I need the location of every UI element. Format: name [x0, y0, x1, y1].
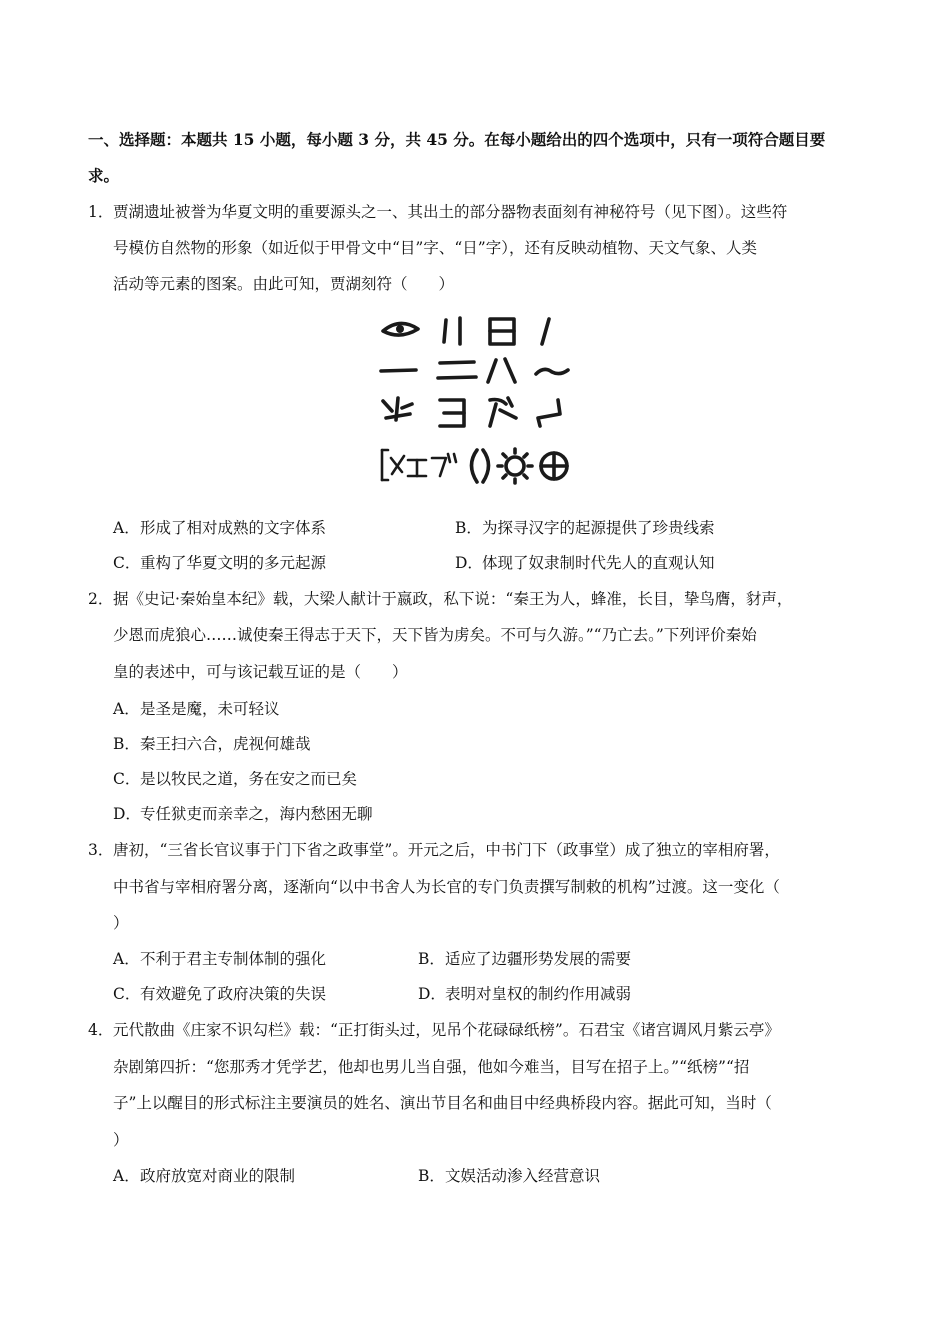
- question-1-option-c-text: 重构了华夏文明的多元起源: [140, 554, 327, 572]
- question-2-option-a-letter: A．: [113, 700, 140, 718]
- question-1-option-b-letter: B．: [455, 519, 482, 537]
- branch-symbol: [490, 398, 516, 426]
- question-3-stem-line-1: 唐初，“三省长官议事于门下省之政事堂”。开元之后，中书门下（政事堂）成了独立的宰相府署，: [113, 841, 780, 859]
- question-1-option-a-letter: A．: [113, 519, 140, 537]
- question-3-option-b-letter: B．: [418, 950, 445, 968]
- question-3-option-c-letter: C．: [113, 985, 141, 1003]
- question-3-option-c-text: 有效避免了政府决策的失误: [140, 985, 327, 1003]
- question-4-stem-line-1: 元代散曲《庄家不识勾栏》载：“正打街头过，见吊个花碌碌纸榜”。石君宝《诸宫调风月紫云亭》: [113, 1021, 780, 1039]
- question-4-option-a-letter: A．: [113, 1167, 140, 1185]
- oval-symbol: [472, 450, 489, 482]
- question-1-stem-line-2: 号模仿自然物的形象（如近似于甲骨文中“目”字、“日”字），还有反映动植物、天文气象、人类: [113, 239, 757, 257]
- two-symbol: [438, 362, 476, 378]
- question-2-stem-line-3: 皇的表述中，可与该记载互证的是（ ）: [113, 663, 408, 681]
- question-3-stem-line-3: ）: [113, 914, 129, 932]
- inscription-strip-symbol: [382, 450, 456, 480]
- question-1-option-b-text: 为探寻汉字的起源提供了珍贵线索: [482, 519, 715, 537]
- cross-circle-symbol: [541, 453, 567, 479]
- hook-symbol: [538, 400, 560, 426]
- question-2-option-a-text: 是圣是魔，未可轻议: [140, 700, 280, 718]
- question-3-option-a-text: 不利于君主专制体制的强化: [140, 950, 327, 968]
- question-3-option-b-text: 适应了边疆形势发展的需要: [445, 950, 632, 968]
- sun-box-symbol: [490, 319, 514, 344]
- wave-symbol: [536, 369, 568, 374]
- question-1-number: 1．: [88, 203, 114, 221]
- question-3-option-d-letter: D．: [418, 985, 446, 1003]
- figure-symbol: [383, 398, 412, 420]
- question-2-option-c-letter: C．: [113, 770, 141, 788]
- question-4-stem-line-3: 子”上以醒目的形式标注主要演员的姓名、演出节目名和曲目中经典桥段内容。据此可知，当时（: [113, 1094, 772, 1112]
- question-4-option-b-letter: B．: [418, 1167, 445, 1185]
- question-3-stem-line-2: 中书省与宰相府署分离，逐渐向“以中书舍人为长官的专门负责撰写制敕的机构”过渡。这一变化（: [113, 878, 780, 896]
- hand-symbol: [440, 400, 464, 426]
- eye-symbol: [383, 323, 418, 335]
- question-3-option-a-letter: A．: [113, 950, 140, 968]
- question-4-number: 4．: [88, 1021, 114, 1039]
- question-2-option-d-letter: D．: [113, 805, 141, 823]
- question-4-option-a-text: 政府放宽对商业的限制: [140, 1167, 296, 1185]
- question-2-number: 2．: [88, 590, 114, 608]
- question-2-option-b-text: 秦王扫六合，虎视何雄哉: [140, 735, 311, 753]
- eight-symbol: [488, 359, 515, 382]
- jiahu-symbols-image: [378, 314, 576, 488]
- question-2-option-d-text: 专任狱吏而亲幸之，海内愁困无聊: [140, 805, 373, 823]
- one-symbol: [381, 370, 416, 371]
- question-1-stem-line-1: 贾湖遗址被誉为华夏文明的重要源头之一、其出土的部分器物表面刻有神秘符号（见下图）。这些符: [113, 203, 788, 221]
- question-2-stem-line-2: 少恩而虎狼心……诚使秦王得志于天下，天下皆为虏矣。不可与久游。”“乃亡去。”下列评价秦始: [113, 626, 757, 644]
- question-3-option-d-text: 表明对皇权的制约作用减弱: [445, 985, 632, 1003]
- question-1-option-c-letter: C．: [113, 554, 141, 572]
- section-heading-line-1: 一、选择题：本题共 15 小题，每小题 3 分，共 45 分。在每小题给出的四个选项中，只有一项符合题目要: [88, 130, 826, 149]
- question-4-stem-line-4: ）: [113, 1131, 129, 1149]
- question-2-option-b-letter: B．: [113, 735, 140, 753]
- slash-symbol: [542, 319, 549, 344]
- jiahu-symbols-figure: [378, 314, 576, 488]
- question-1-option-d-text: 体现了奴隶制时代先人的直观认知: [482, 554, 715, 572]
- vertical-strokes-symbol: [444, 318, 460, 344]
- question-1-option-d-letter: D．: [455, 554, 483, 572]
- question-2-stem-line-1: 据《史记·秦始皇本纪》载，大梁人献计于嬴政，私下说：“秦王为人，蜂准，长目，挚鸟膺，豺声，: [113, 590, 793, 608]
- question-3-number: 3．: [88, 841, 114, 859]
- question-2-option-c-text: 是以牧民之道，务在安之而已矣: [140, 770, 358, 788]
- section-heading-line-2: 求。: [88, 166, 120, 185]
- question-4-stem-line-2: 杂剧第四折：“您那秀才凭学艺，他却也男儿当自强，他如今难当，目写在招子上。”“纸榜”“招: [113, 1058, 750, 1076]
- sunburst-symbol: [498, 449, 532, 483]
- question-1-stem-line-3: 活动等元素的图案。由此可知，贾湖刻符（ ）: [113, 275, 455, 293]
- question-4-option-b-text: 文娱活动渗入经营意识: [445, 1167, 601, 1185]
- question-1-option-a-text: 形成了相对成熟的文字体系: [140, 519, 327, 537]
